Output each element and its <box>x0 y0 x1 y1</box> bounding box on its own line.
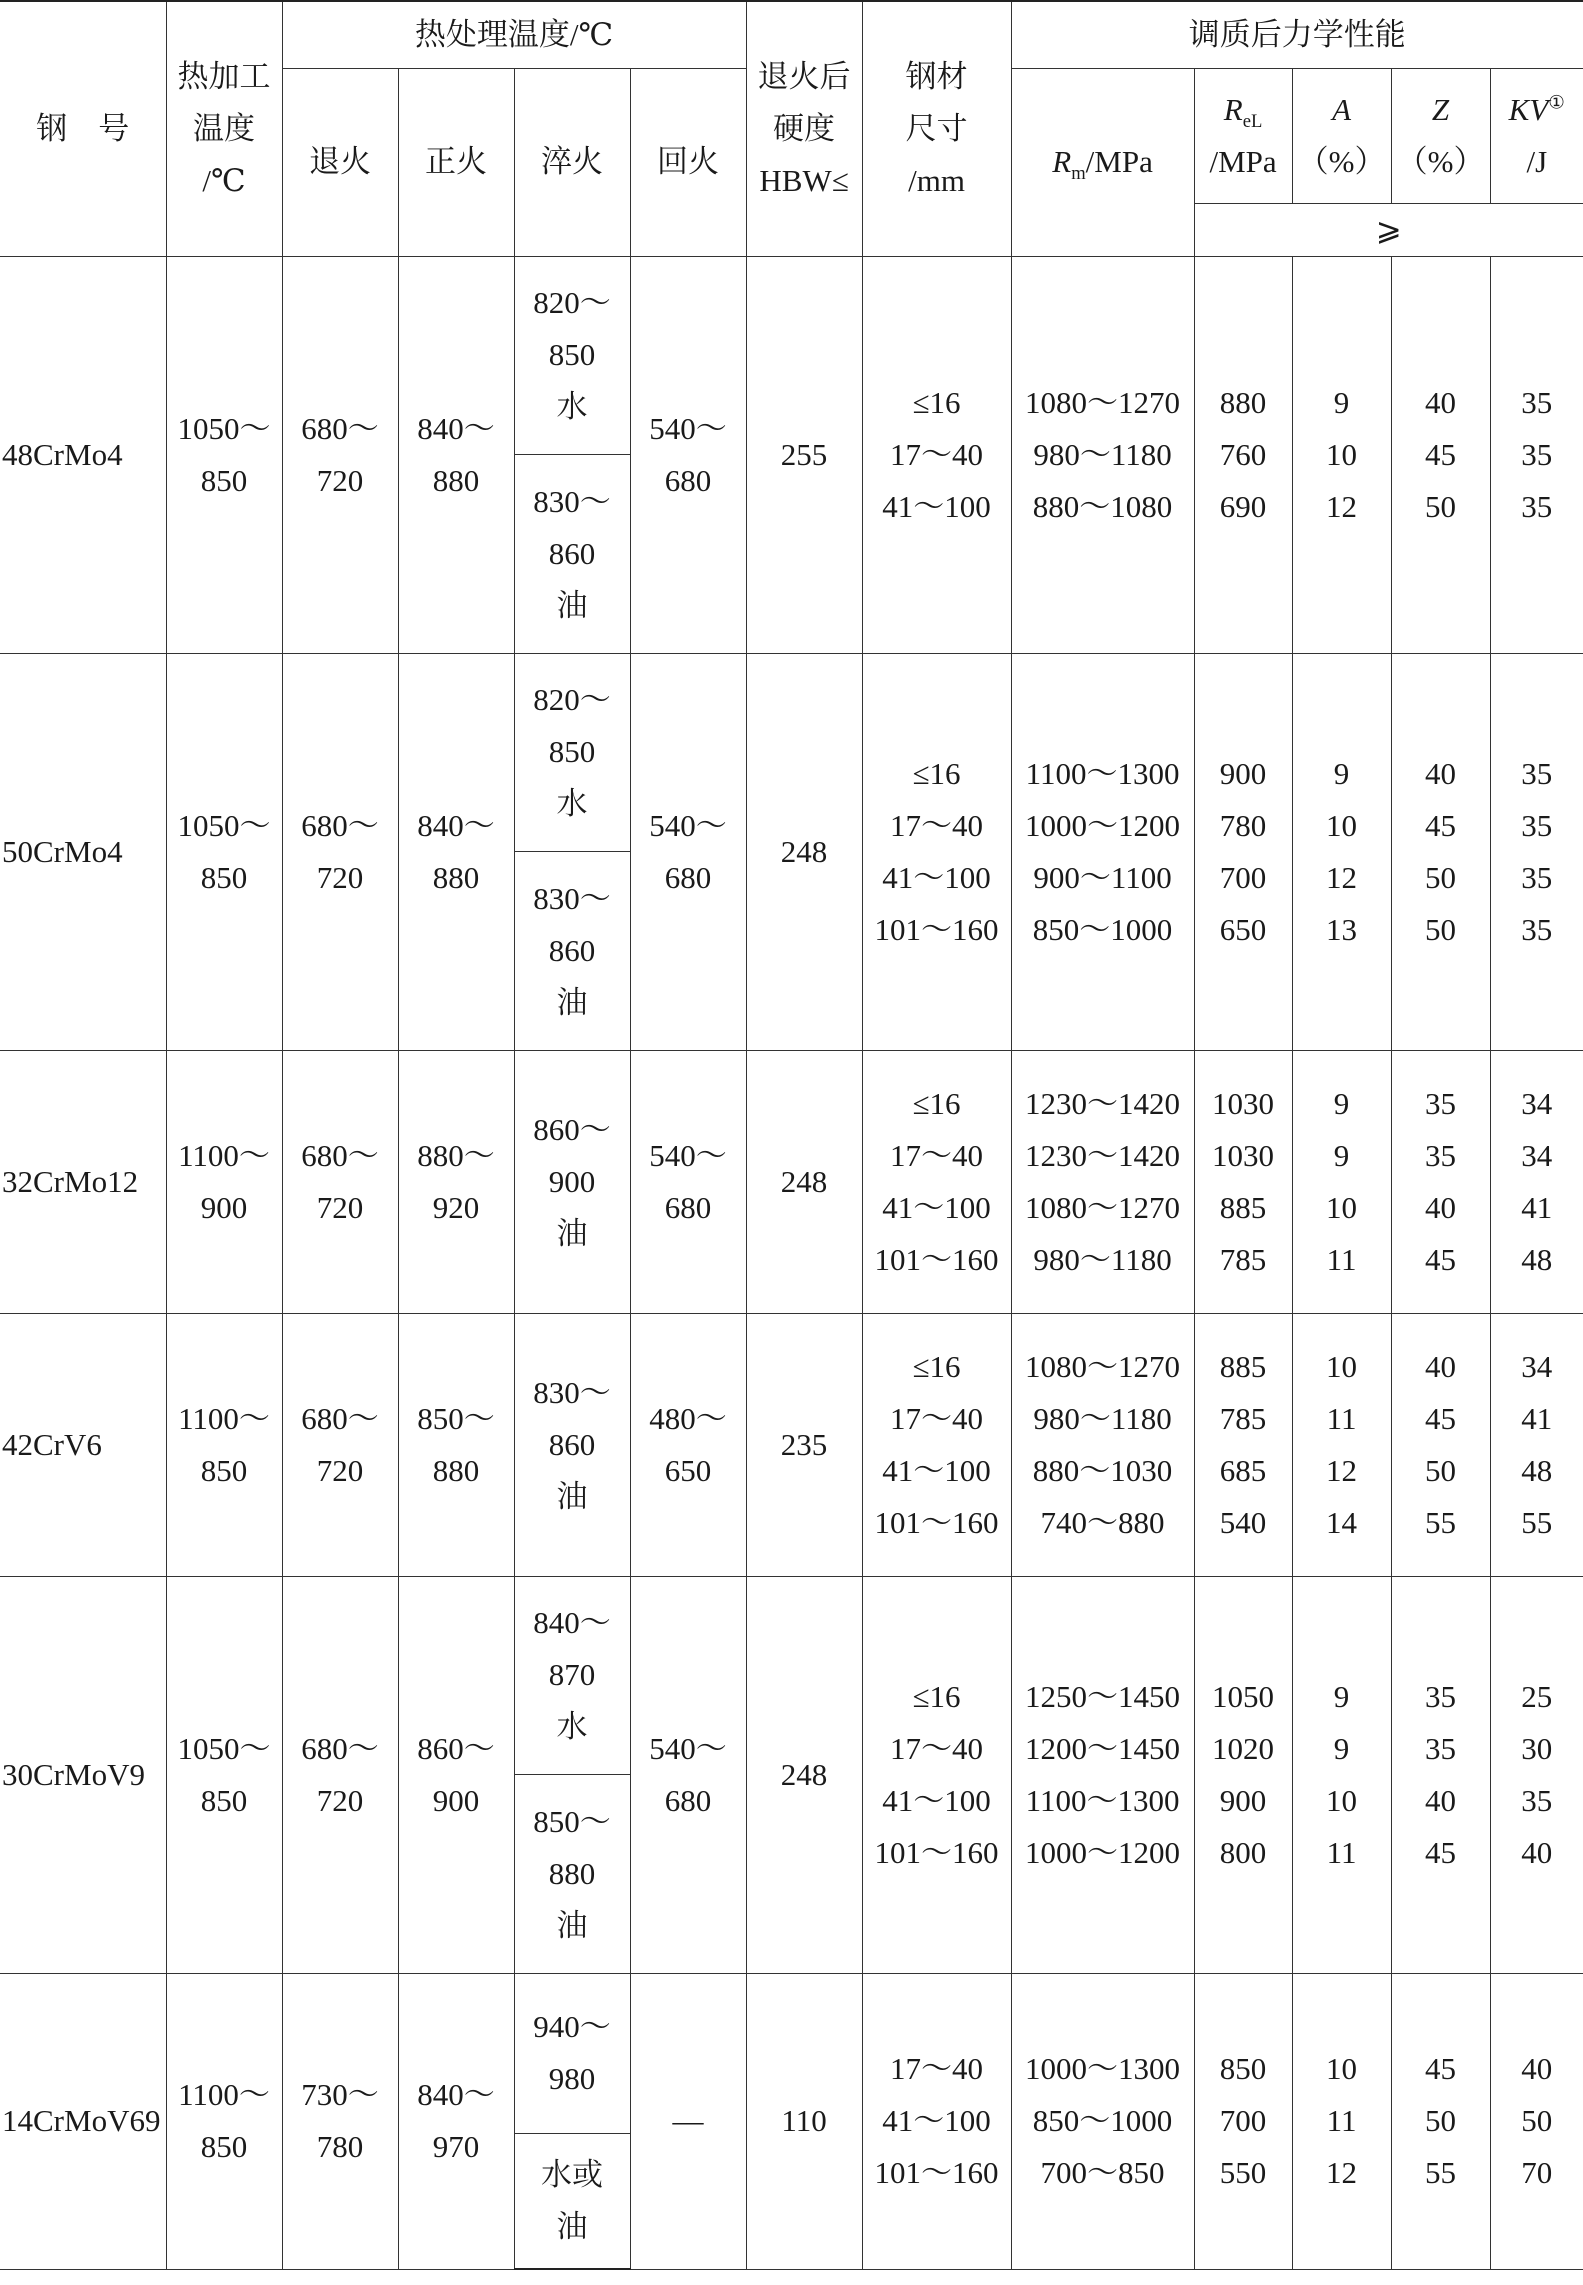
yield-strength: 900 780 700 650 <box>1194 653 1292 1050</box>
table-row <box>0 653 1583 851</box>
size-range: ≤16 17～40 41～100 101～160 <box>862 1313 1011 1576</box>
temper-temp: 540～ 680 <box>630 653 746 1050</box>
annealed-hardness: 235 <box>746 1313 862 1576</box>
table-row <box>0 1313 1583 1576</box>
tensile-strength: 1230～1420 1230～1420 1080～1270 980～1180 <box>1011 1050 1194 1313</box>
quench-temp: 830～ 860 油 <box>514 1313 630 1576</box>
tensile-strength: 1250～1450 1200～1450 1100～1300 1000～1200 <box>1011 1576 1194 1973</box>
elongation: 10 11 12 <box>1292 1973 1391 2269</box>
yield-strength: 880 760 690 <box>1194 256 1292 653</box>
annealed-hardness: 248 <box>746 1576 862 1973</box>
steel-grade: 14CrMoV69 <box>0 1973 166 2269</box>
elongation: 10 11 12 14 <box>1292 1313 1391 1576</box>
steel-grade: 50CrMo4 <box>0 653 166 1050</box>
header-min-mark: ⩾ <box>1194 203 1583 256</box>
elongation: 9 10 12 13 <box>1292 653 1391 1050</box>
yield-strength: 885 785 685 540 <box>1194 1313 1292 1576</box>
quench-temp: 820～ 850 水 <box>514 653 630 851</box>
header-rel: $R_{eL}$ /MPa <box>1194 68 1292 203</box>
reduction-of-area: 35 35 40 45 <box>1391 1576 1490 1973</box>
temper-temp: 540～ 680 <box>630 1050 746 1313</box>
header-hardness: 退火后 硬度 HBW≤ <box>746 1 862 256</box>
header-normalize: 正火 <box>398 68 514 256</box>
reduction-of-area: 40 45 50 55 <box>1391 1313 1490 1576</box>
normalize-temp: 840～ 970 <box>398 1973 514 2269</box>
quench-temp: 940～ 980 <box>514 1973 630 2133</box>
reduction-of-area: 45 50 55 <box>1391 1973 1490 2269</box>
quench-temp: 830～ 860 油 <box>514 454 630 653</box>
impact-energy: 40 50 70 <box>1490 1973 1583 2269</box>
header-quench: 淬火 <box>514 68 630 256</box>
header-a: A （%） <box>1292 68 1391 203</box>
steel-grade: 48CrMo4 <box>0 256 166 653</box>
hot-work-temp: 1050～ 850 <box>166 256 282 653</box>
steel-grade: 30CrMoV9 <box>0 1576 166 1973</box>
size-range: ≤16 17～40 41～100 101～160 <box>862 1050 1011 1313</box>
header-temper: 回火 <box>630 68 746 256</box>
header-steel: 钢 号 <box>0 1 166 256</box>
tensile-strength: 1000～1300 850～1000 700～850 <box>1011 1973 1194 2269</box>
elongation: 9 9 10 11 <box>1292 1050 1391 1313</box>
hot-work-temp: 1100～ 850 <box>166 1313 282 1576</box>
elongation: 9 9 10 11 <box>1292 1576 1391 1973</box>
yield-strength: 1030 1030 885 785 <box>1194 1050 1292 1313</box>
quench-temp: 840～ 870 水 <box>514 1576 630 1774</box>
impact-energy: 35 35 35 <box>1490 256 1583 653</box>
impact-energy: 34 41 48 55 <box>1490 1313 1583 1576</box>
table-row <box>0 1576 1583 1774</box>
header-heat-treat-group: 热处理温度/℃ <box>282 1 746 68</box>
impact-energy: 25 30 35 40 <box>1490 1576 1583 1973</box>
size-range: 17～40 41～100 101～160 <box>862 1973 1011 2269</box>
impact-energy: 34 34 41 48 <box>1490 1050 1583 1313</box>
table-row <box>0 256 1583 454</box>
annealed-hardness: 110 <box>746 1973 862 2269</box>
hot-work-temp: 1100～ 850 <box>166 1973 282 2269</box>
temper-temp: 480～ 650 <box>630 1313 746 1576</box>
anneal-temp: 730～ 780 <box>282 1973 398 2269</box>
anneal-temp: 680～ 720 <box>282 653 398 1050</box>
header-z: Z （%） <box>1391 68 1490 203</box>
normalize-temp: 880～ 920 <box>398 1050 514 1313</box>
hot-work-temp: 1050～ 850 <box>166 1576 282 1973</box>
quench-temp: 820～ 850 水 <box>514 256 630 454</box>
elongation: 9 10 12 <box>1292 256 1391 653</box>
quench-temp: 830～ 860 油 <box>514 851 630 1050</box>
impact-energy: 35 35 35 35 <box>1490 653 1583 1050</box>
quench-temp: 水或 油 <box>514 2133 630 2269</box>
reduction-of-area: 40 45 50 50 <box>1391 653 1490 1050</box>
steel-grade: 42CrV6 <box>0 1313 166 1576</box>
anneal-temp: 680～ 720 <box>282 1313 398 1576</box>
annealed-hardness: 248 <box>746 653 862 1050</box>
header-hot-work: 热加工 温度 /℃ <box>166 1 282 256</box>
size-range: ≤16 17～40 41～100 101～160 <box>862 653 1011 1050</box>
header-kv: KV① /J <box>1490 68 1583 203</box>
yield-strength: 850 700 550 <box>1194 1973 1292 2269</box>
temper-temp: — <box>630 1973 746 2269</box>
tensile-strength: 1100～1300 1000～1200 900～1100 850～1000 <box>1011 653 1194 1050</box>
table-row <box>0 1973 1583 2133</box>
temper-temp: 540～ 680 <box>630 1576 746 1973</box>
reduction-of-area: 35 35 40 45 <box>1391 1050 1490 1313</box>
normalize-temp: 850～ 880 <box>398 1313 514 1576</box>
quench-temp: 850～ 880 油 <box>514 1774 630 1973</box>
reduction-of-area: 40 45 50 <box>1391 256 1490 653</box>
anneal-temp: 680～ 720 <box>282 1576 398 1973</box>
hot-work-temp: 1050～ 850 <box>166 653 282 1050</box>
header-rm: $R_m$/MPa <box>1011 68 1194 256</box>
normalize-temp: 840～ 880 <box>398 256 514 653</box>
annealed-hardness: 255 <box>746 256 862 653</box>
anneal-temp: 680～ 720 <box>282 1050 398 1313</box>
tensile-strength: 1080～1270 980～1180 880～1080 <box>1011 256 1194 653</box>
anneal-temp: 680～ 720 <box>282 256 398 653</box>
header-anneal: 退火 <box>282 68 398 256</box>
header-props-group: 调质后力学性能 <box>1011 1 1583 68</box>
normalize-temp: 840～ 880 <box>398 653 514 1050</box>
hot-work-temp: 1100～ 900 <box>166 1050 282 1313</box>
annealed-hardness: 248 <box>746 1050 862 1313</box>
yield-strength: 1050 1020 900 800 <box>1194 1576 1292 1973</box>
tensile-strength: 1080～1270 980～1180 880～1030 740～880 <box>1011 1313 1194 1576</box>
size-range: ≤16 17～40 41～100 <box>862 256 1011 653</box>
normalize-temp: 860～ 900 <box>398 1576 514 1973</box>
size-range: ≤16 17～40 41～100 101～160 <box>862 1576 1011 1973</box>
steel-grade: 32CrMo12 <box>0 1050 166 1313</box>
temper-temp: 540～ 680 <box>630 256 746 653</box>
quench-temp: 860～ 900 油 <box>514 1050 630 1313</box>
table-row <box>0 1050 1583 1313</box>
header-size: 钢材 尺寸 /mm <box>862 1 1011 256</box>
